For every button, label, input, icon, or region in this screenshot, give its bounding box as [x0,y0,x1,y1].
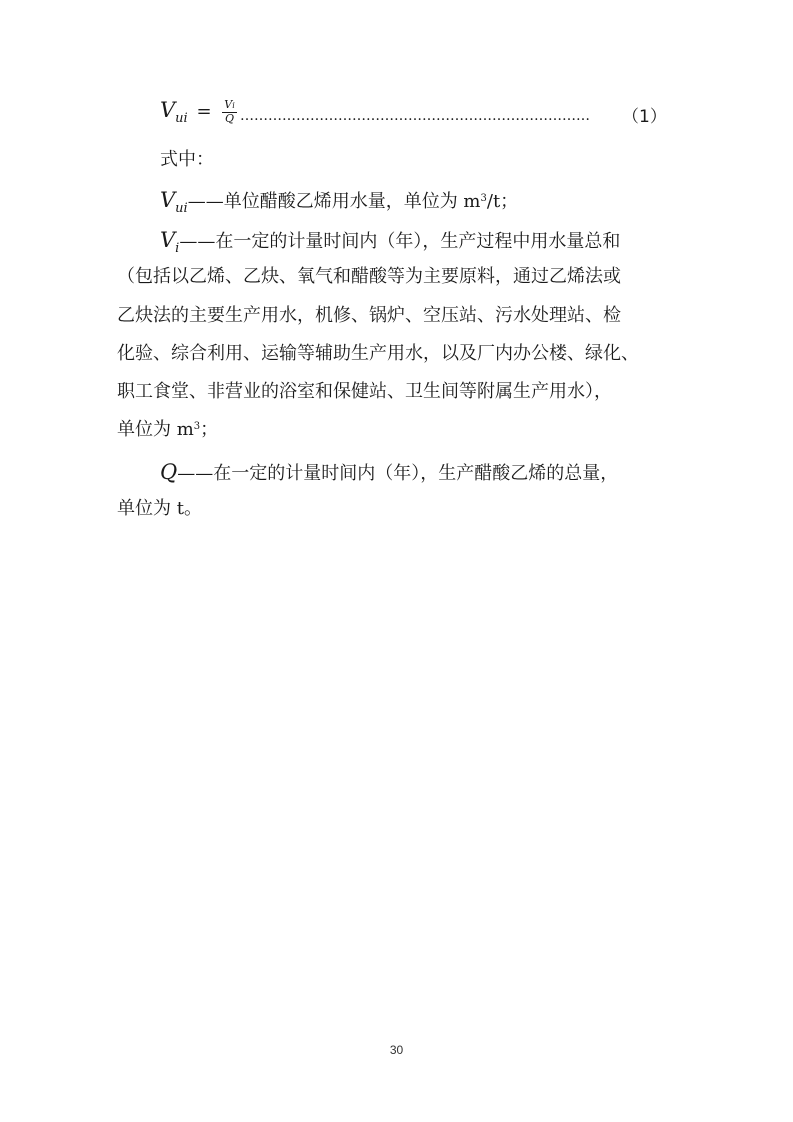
fraction-numerator [222,99,237,113]
vi-text-line-1: ——在一定的计量时间内（年），生产过程中用水量总和 [179,231,621,252]
definition-vui [160,188,720,217]
vi-unit-superscript: 3 [193,421,201,432]
vui-text-after: /t； [486,191,519,212]
formula-fraction [222,99,237,125]
q-symbol: Q [160,460,178,484]
definition-vi-line-2: （包括以乙烯、乙炔、氧气和醋酸等为主要原料，通过乙烯法或 [117,266,621,287]
definition-vi-line-4: 化验、综合利用、运输等辅助生产用水，以及厂内办公楼、绿化、 [117,343,639,364]
formula-lhs-symbol: V [160,98,176,122]
fraction-numerator-symbol: V [224,98,233,111]
definition-q-line-1 [160,460,720,486]
definition-vi-line-1 [160,228,720,256]
q-text-line-1: ——在一定的计量时间内（年），生产醋酸乙烯的总量， [177,463,619,484]
vui-symbol: V [160,188,176,212]
vi-symbol: V [160,228,176,252]
formula-equals-sign: = [196,101,212,122]
formula-line [160,98,667,130]
page-number: 30 [389,1043,404,1057]
formula-leader-dots: ………………………………………………………………… [240,108,590,124]
fraction-denominator: Q [225,112,235,125]
vui-unit-superscript: 3 [480,193,487,204]
vi-line-6-text: 单位为 m [117,419,194,440]
definition-vi-line-3: 乙炔法的主要生产用水，机修、锅炉、空压站、污水处理站、检 [117,305,621,326]
definition-q-line-2: 单位为 t。 [117,498,202,519]
where-label: 式中： [160,149,214,170]
definition-vi-line-5: 职工食堂、非营业的浴室和保健站、卫生间等附属生产用水）， [117,381,612,402]
vi-line-6-after: ； [200,419,219,440]
equation-number: （1） [622,107,667,127]
formula-lhs-subscript: ui [175,111,188,126]
vi-subscript: i [175,241,180,256]
fraction-numerator-subscript: i [232,101,235,110]
definition-vi-line-6 [117,418,677,445]
vui-text: ——单位醋酸乙烯用水量，单位为 m [187,191,481,212]
vui-subscript: ui [175,201,188,216]
